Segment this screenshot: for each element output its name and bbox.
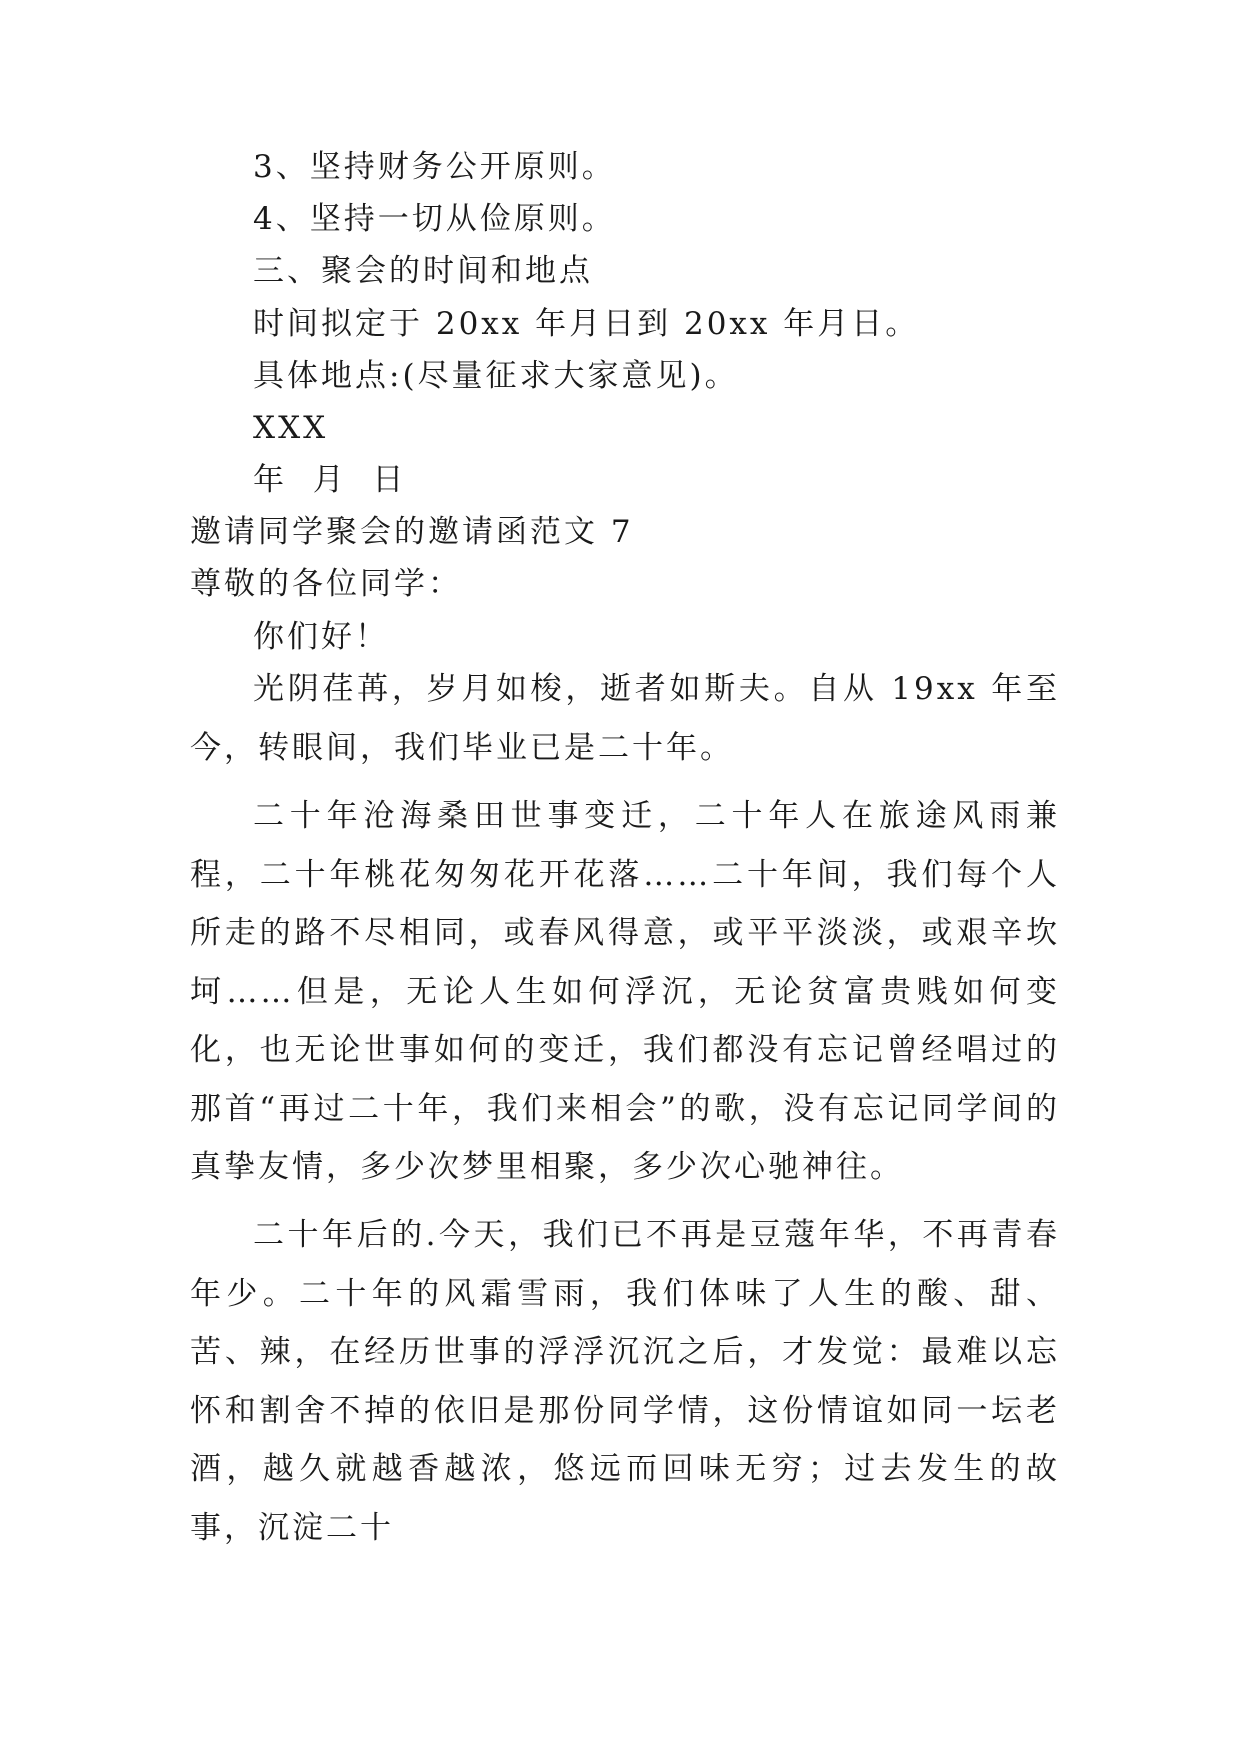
greeting: 你们好！ (253, 619, 389, 655)
signature-name: XXX (253, 410, 329, 446)
paragraph-1: 光阴荏苒，岁月如梭，逝者如斯夫。自从 19xx 年至今，转眼间，我们毕业已是二十年。 (190, 671, 1060, 766)
paragraph-3: 二十年后的.今天，我们已不再是豆蔻年华，不再青春年少。二十年的风霜雪雨，我们体味了人生的酸、甜、苦、辣，在经历世事的浮浮沉沉之后，才发觉：最难以忘怀和割舍不掉的依旧是那份同学情，这份情谊如同一坛老酒，越久就越香越浓，悠远而回味无穷；过去发生的故事，沉淀二十 (190, 1217, 1060, 1546)
salutation: 尊敬的各位同学： (190, 566, 462, 602)
signature-date: 年 月 日 (253, 462, 407, 498)
location-line: 具体地点:(尽量征求大家意见)。 (253, 358, 739, 394)
section-heading-time-place: 三、聚会的时间和地点 (253, 253, 593, 289)
paragraph-2: 二十年沧海桑田世事变迁，二十年人在旅途风雨兼程，二十年桃花匆匆花开花落……二十年间，我们每个人所走的路不尽相同，或春风得意，或平平淡淡，或艰辛坎坷……但是，无论人生如何浮沉，无论贫富贵贱如何变化，也无论世事如何的变迁，我们都没有忘记曾经唱过的那首“再过二十年，我们来相会”的歌，没有忘记同学间的真挚友情，多少次梦里相聚，多少次心驰神往。 (190, 798, 1060, 1185)
letter-title: 邀请同学聚会的邀请函范文 7 (190, 514, 634, 550)
time-line: 时间拟定于 20xx 年月日到 20xx 年月日。 (253, 306, 920, 342)
principle-3: 3、坚持财务公开原则。 (253, 149, 616, 185)
principle-4: 4、坚持一切从俭原则。 (253, 201, 616, 237)
